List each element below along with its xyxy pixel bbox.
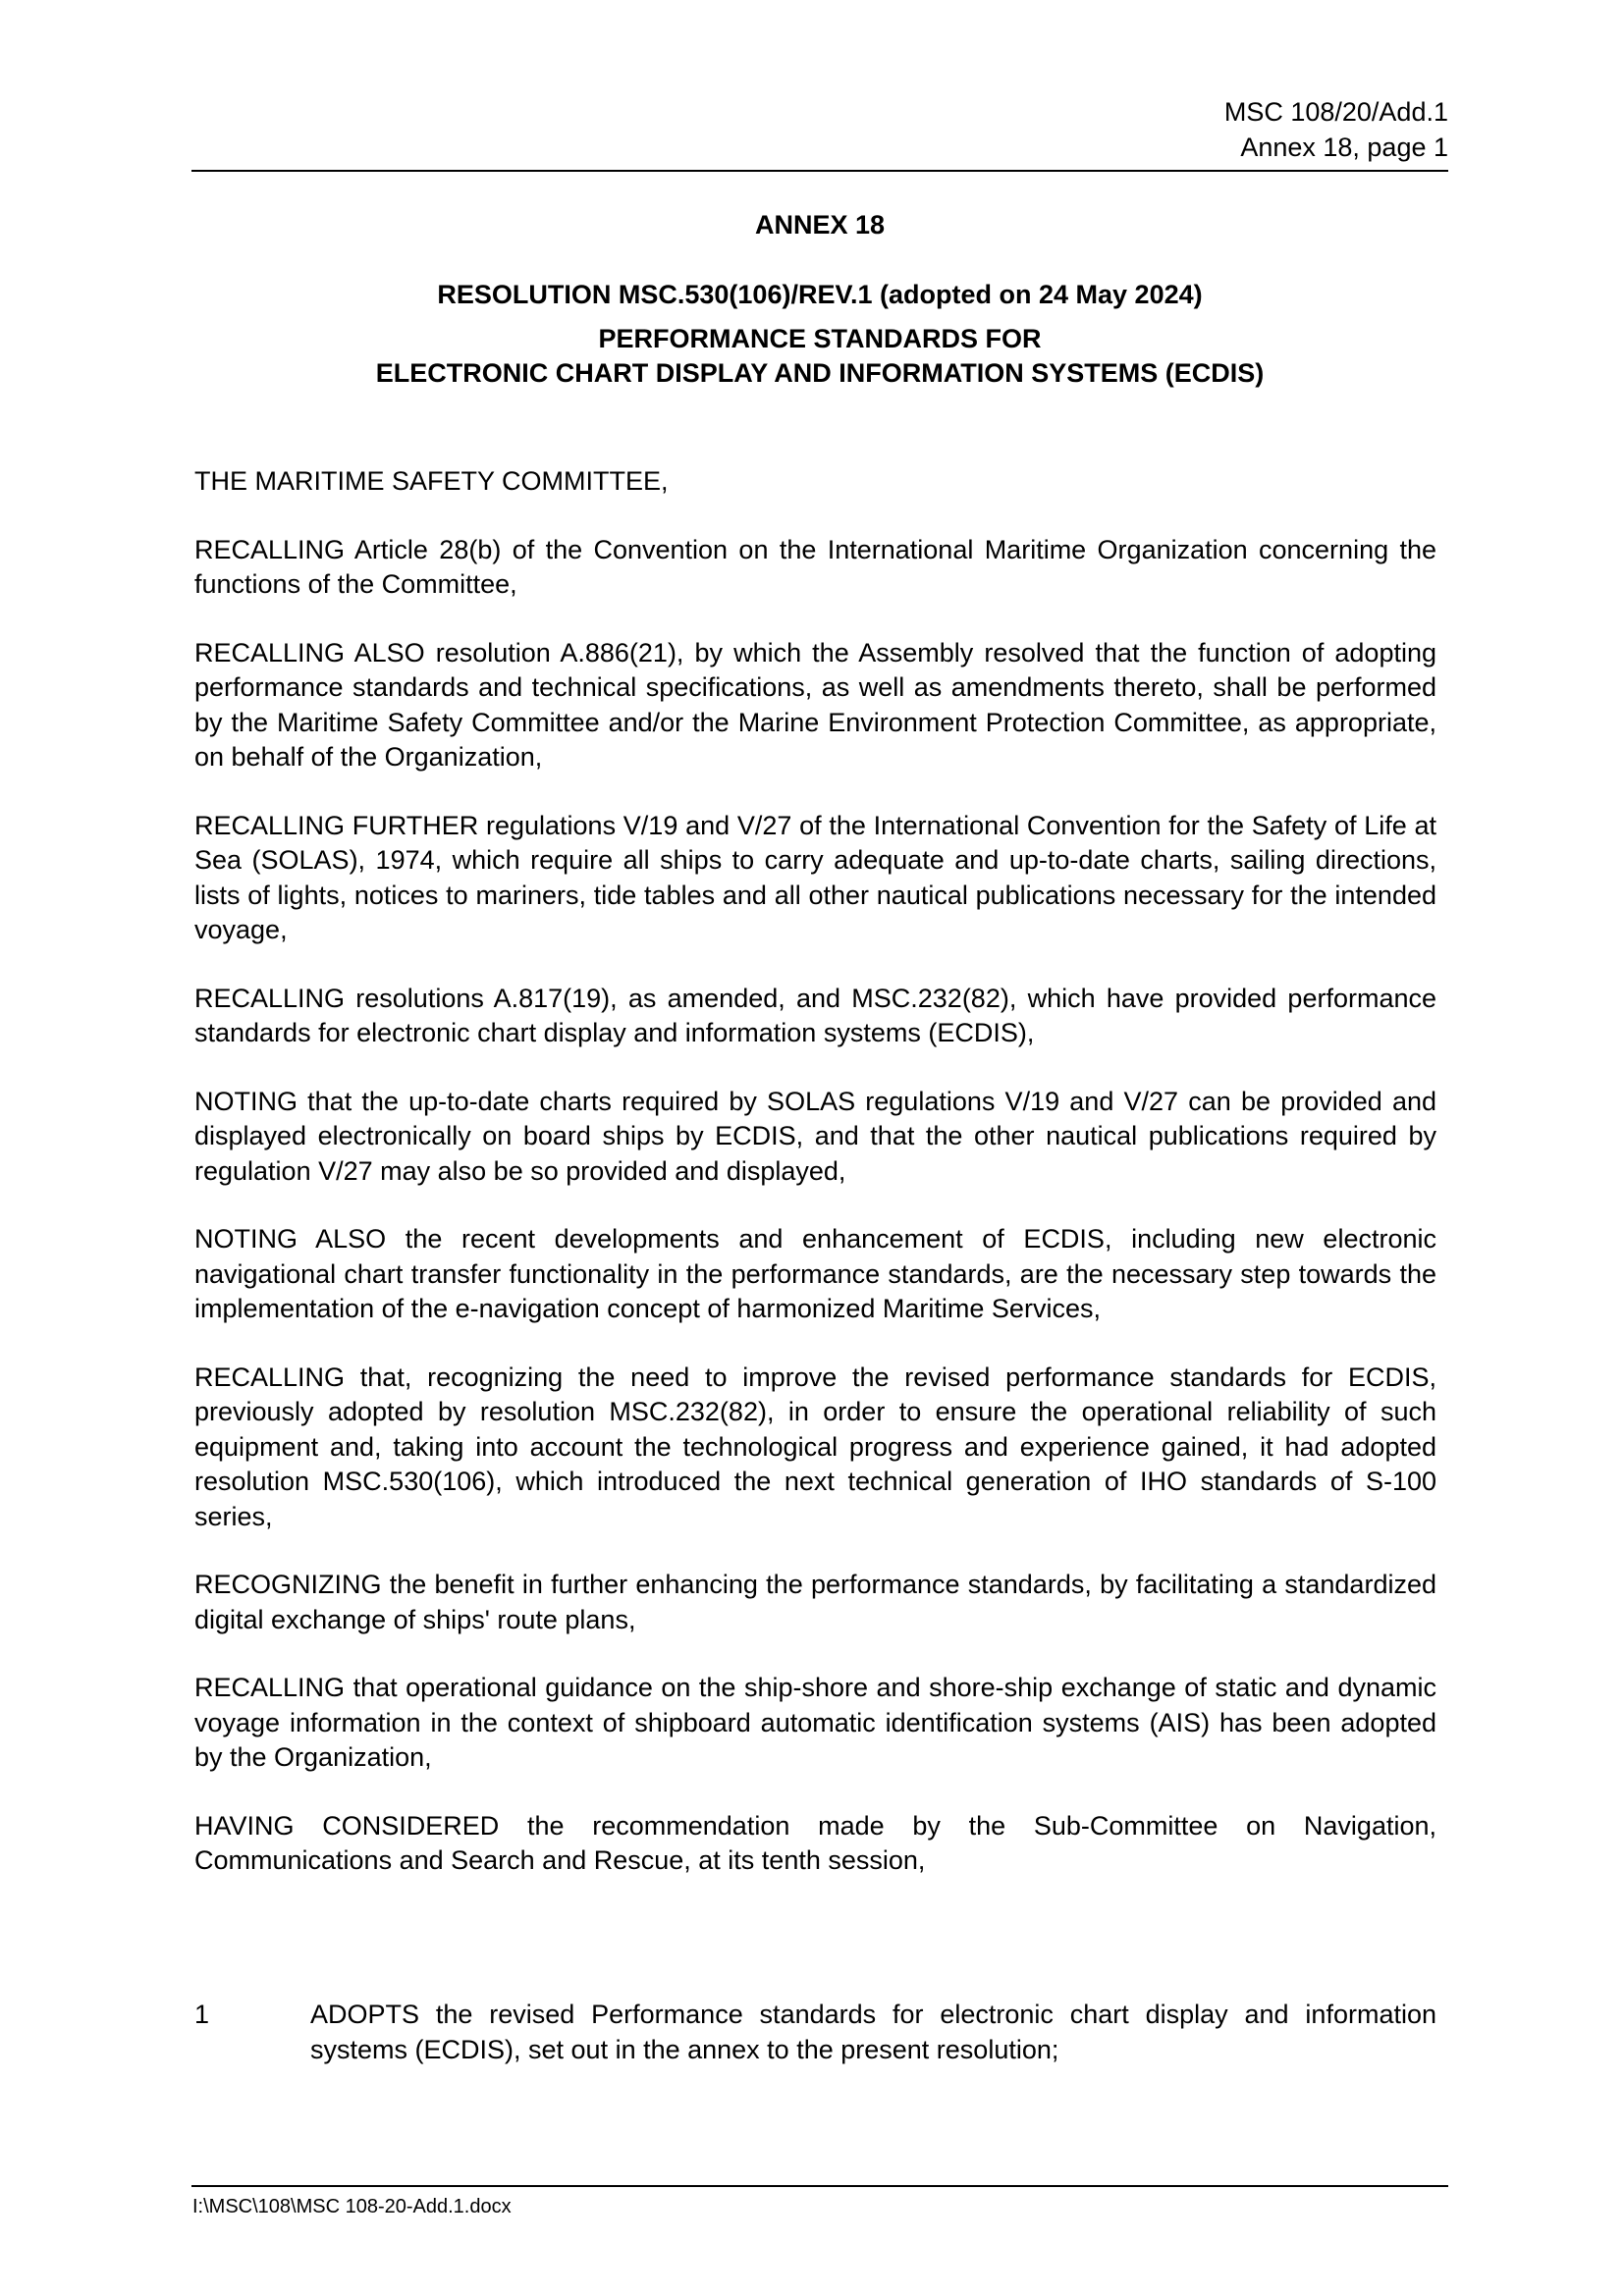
footer-divider: [191, 2185, 1448, 2187]
resolution-title-block: [191, 278, 1448, 391]
page-reference: Annex 18, page 1: [1240, 133, 1448, 162]
paragraph: RECALLING ALSO resolution A.886(21), by which the Assembly resolved that the function of adopting performance standards and technical specifications, as well as amendments thereto, shall be performed by the Maritime Safety Committee and/or the Marine Environment Protection Committee, as appropriate, on behalf of the Organization,: [194, 637, 1436, 772]
subtitle-line-1: PERFORMANCE STANDARDS FOR: [598, 324, 1042, 353]
document-reference: MSC 108/20/Add.1: [1223, 97, 1448, 127]
paragraph: RECOGNIZING the benefit in further enhancing the performance standards, by facilitating a standardized digital exchange of ships' route plans,: [194, 1570, 1436, 1634]
operative-text: ADOPTS the revised Performance standards for electronic chart display and information systems (ECDIS), set out in the annex to the present resolution;: [310, 2000, 1436, 2064]
resolution-title: RESOLUTION MSC.530(106)/REV.1 (adopted on 24 May 2024): [437, 280, 1203, 309]
paragraph: RECALLING that operational guidance on the ship-shore and shore-ship exchange of static and dynamic voyage information in the context of shipboard automatic identification systems (AIS) has been adopted by the Organization,: [194, 1673, 1436, 1772]
annex-title: ANNEX 18: [754, 210, 886, 240]
paragraph-committee: THE MARITIME SAFETY COMMITTEE,: [194, 466, 669, 496]
paragraph: HAVING CONSIDERED the recommendation made by the Sub-Committee on Navigation, Communications and Search and Rescue, at its tenth session,: [194, 1810, 1436, 1875]
operative-paragraph-1: [194, 1998, 1436, 2067]
paragraph: RECALLING Article 28(b) of the Convention on the International Maritime Organization concerning the functions of the Committee,: [194, 534, 1436, 599]
paragraph: RECALLING that, recognizing the need to improve the revised performance standards for ECDIS, previously adopted by resolution MSC.232(82), in order to ensure the operational reliability of such equipment and, taking into account the technological progress and experience gained, it had adopted resolution MSC.530(106), which introduced the next technical generation of IHO standards of S-100 series,: [194, 1362, 1436, 1531]
paragraph: RECALLING FURTHER regulations V/19 and V/27 of the International Convention for the Safety of Life at Sea (SOLAS), 1974, which require all ships to carry adequate and up-to-date charts, sailing directions, lists of lights, notices to mariners, tide tables and all other nautical publications necessary for the intended voyage,: [194, 810, 1436, 944]
operative-number: 1: [194, 2000, 210, 2029]
header-divider: [191, 170, 1448, 172]
paragraph: RECALLING resolutions A.817(19), as amended, and MSC.232(82), which have provided performance standards for electronic chart display and information systems (ECDIS),: [194, 983, 1436, 1047]
page-header: [191, 94, 1448, 165]
preamble-body: [194, 464, 1436, 1912]
footer-file-path: I:\MSC\108\MSC 108-20-Add.1.docx: [192, 2196, 512, 2217]
paragraph: NOTING ALSO the recent developments and enhancement of ECDIS, including new electronic navigational chart transfer functionality in the performance standards, are the necessary step towards the implementation of the e-navigation concept of harmonized Maritime Services,: [194, 1224, 1436, 1323]
subtitle-line-2: ELECTRONIC CHART DISPLAY AND INFORMATION SYSTEMS (ECDIS): [375, 358, 1265, 388]
paragraph: NOTING that the up-to-date charts required by SOLAS regulations V/19 and V/27 can be provided and displayed electronically on board ships by ECDIS, and that the other nautical publications required by regulation V/27 may also be so provided and displayed,: [194, 1086, 1436, 1186]
